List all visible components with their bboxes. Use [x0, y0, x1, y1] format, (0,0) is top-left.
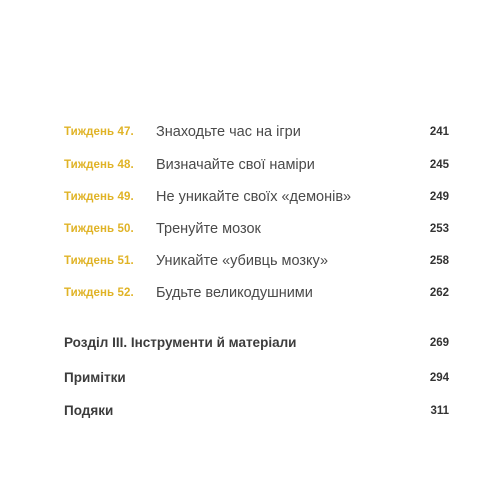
toc-entry-acknowledgements[interactable]: [0, 403, 500, 423]
chapter-title: Тренуйте мозок: [156, 221, 261, 237]
page-number: 253: [429, 223, 449, 235]
page-number: 262: [429, 287, 449, 299]
chapter-title: Уникайте «убивць мозку»: [156, 253, 329, 269]
toc-entry-week-51[interactable]: [0, 253, 500, 273]
week-label: Тиждень 47.: [64, 126, 134, 138]
week-label: Тиждень 51.: [64, 255, 134, 267]
week-label: Тиждень 50.: [64, 223, 134, 235]
toc-entry-section-3[interactable]: [0, 335, 500, 355]
toc-entry-week-50[interactable]: [0, 221, 500, 241]
chapter-title: Знаходьте час на ігри: [156, 124, 301, 140]
page-number: 294: [429, 372, 449, 384]
week-label: Тиждень 49.: [64, 191, 134, 203]
chapter-title: Будьте великодушними: [156, 285, 313, 301]
page-number: 311: [430, 405, 449, 417]
page-number: 245: [429, 159, 449, 171]
toc-entry-week-52[interactable]: [0, 285, 500, 305]
toc-entry-notes[interactable]: [0, 370, 500, 390]
toc-entry-week-48[interactable]: [0, 157, 500, 177]
toc-entry-week-49[interactable]: [0, 189, 500, 209]
week-label: Тиждень 52.: [64, 287, 134, 299]
page-number: 241: [429, 126, 449, 138]
toc-entry-week-47[interactable]: [0, 124, 500, 144]
page-number: 269: [429, 337, 449, 349]
chapter-title: Не уникайте своїх «демонів»: [156, 189, 352, 205]
page-number: 249: [429, 191, 449, 203]
week-label: Тиждень 48.: [64, 159, 134, 171]
section-title: Примітки: [64, 370, 126, 385]
page-number: 258: [429, 255, 449, 267]
section-title: Подяки: [64, 403, 114, 418]
section-title: Розділ III. Інструменти й матеріали: [64, 335, 297, 350]
chapter-title: Визначайте свої наміри: [156, 157, 315, 173]
